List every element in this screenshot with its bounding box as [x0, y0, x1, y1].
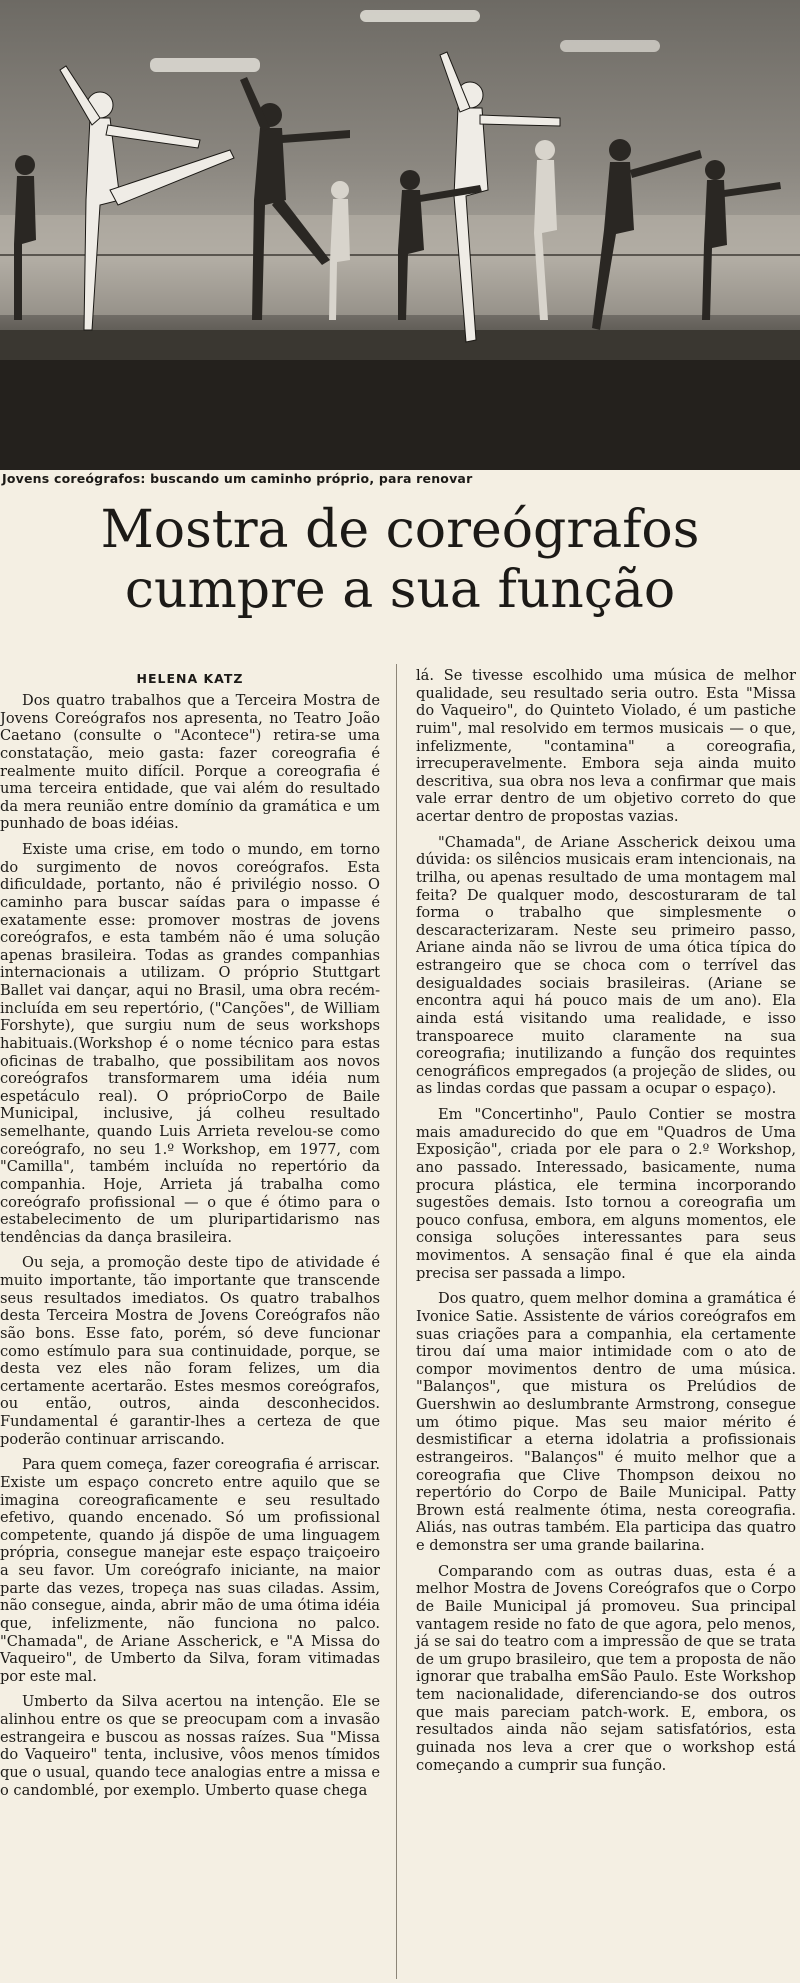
- column-divider: [396, 664, 397, 1979]
- article-column-right: [416, 667, 796, 1782]
- headline-line-2: cumpre a sua função: [124, 560, 676, 620]
- paragraph: Umberto da Silva acertou na intenção. Ele se alinhou entre os que se preocupam com a invasão estrangeira e buscou as nossas raízes. Sua "Missa do Vaqueiro" tenta, inclusive, vôos menos tímidos que o usual, quando tece analogias entre a missa e o candomblé, por exemplo. Umberto quase chega: [0, 1693, 380, 1799]
- dancers-illustration: [0, 0, 800, 470]
- paragraph: Dos quatro, quem melhor domina a gramática é Ivonice Satie. Assistente de vários coreógrafos em suas criações para a companhia, ela certamente tirou daí uma maior intimidade com o ato de compor movimentos dentro de uma música. "Balanços", que mistura os Prelúdios de Guershwin ao deslumbrante Armstrong, consegue um ótimo pique. Mas seu maior mérito é desmistificar a eterna idolatria a profissionais estrangeiros. "Balanços" é muito melhor que a coreografia que Clive Thompson deixou no repertório do Corpo de Baile Municipal. Patty Brown está realmente ótima, nesta coreografia. Aliás, nas outras também. Ela participa das quatro e demonstra ser uma grande bailarina.: [416, 1290, 796, 1554]
- paragraph: "Chamada", de Ariane Asscherick deixou uma dúvida: os silêncios musicais eram intencionais, na trilha, ou apenas resultado de uma montagem mal feita? De qualquer modo, descosturaram de tal forma o trabalho que simplesmente o descaracterizaram. Neste seu primeiro passo, Ariane ainda não se livrou de uma ótica típica do estrangeiro que se choca com o terrível das desigualdades sociais brasileiras. (Ariane se encontra aqui há pouco mais de um ano). Ela ainda está visitando uma realidade, e isso transpoarece muito claramente na sua coreografia; inutilizando a função dos requintes cenográficos empregados (a projeção de slides, ou as lindas cordas que passam a ocupar o espaço).: [416, 833, 796, 1098]
- paragraph: Ou seja, a promoção deste tipo de atividade é muito importante, tão importante que transcende seus resultados imediatos. Os quatro trabalhos desta Terceira Mostra de Jovens Coreógrafos não são bons. Esse fato, porém, só deve funcionar como estímulo para sua continuidade, porque, se desta vez eles não foram felizes, um dia certamente acertarão. Estes mesmos coreógrafos, ou então, outros, ainda desconhecidos. Fundamental é garantir-lhes a certeza de que poderão continuar arriscando.: [0, 1254, 380, 1448]
- paragraph: Para quem começa, fazer coreografia é arriscar. Existe um espaço concreto entre aquilo que se imagina coreograficamente e seu resultado efetivo, quando encenado. Só um profissional competente, quando já dispõe de uma linguagem própria, consegue manejar este espaço traiçoeiro a seu favor. Um coreógrafo iniciante, na maior parte das vezes, tropeça nas suas ciladas. Assim, não consegue, ainda, abrir mão de uma ótima idéia que, infelizmente, não funciona no palco. "Chamada", de Ariane Asscherick, e "A Missa do Vaqueiro", de Umberto da Silva, foram vitimadas por este mal.: [0, 1456, 380, 1685]
- paragraph: Comparando com as outras duas, esta é a melhor Mostra de Jovens Coreógrafos que o Corpo de Baile Municipal já promoveu. Sua principal vantagem reside no fato de que agora, pelo menos, já se sai do teatro com a impressão de que se trata de um grupo brasileiro, que tem a proposta de não ignorar que trabalha emSão Paulo. Este Workshop tem nacionalidade, diferenciando-se dos outros que mais pareciam patch-work. E, embora, os resultados ainda não sejam satisfatórios, esta guinada nos leva a crer que o workshop está começando a cumprir sua função.: [416, 1562, 796, 1774]
- headline-line-1: Mostra de coreógrafos: [100, 500, 700, 560]
- paragraph: Em "Concertinho", Paulo Contier se mostra mais amadurecido do que em "Quadros de Uma Exposição", criada por ele para o 2.º Workshop, ano passado. Interessado, basicamente, numa procura plástica, ele termina incorporando sugestões demais. Isto tornou a coreografia um pouco confusa, embora, em alguns momentos, ele consiga soluções interessantes para seus movimentos. A sensação final é que ela ainda precisa ser passada a limpo.: [416, 1106, 796, 1282]
- paragraph: Dos quatro trabalhos que a Terceira Mostra de Jovens Coreógrafos nos apresenta, no Teatro João Caetano (consulte o "Acontece") retira-se uma constatação, meio gasta: fazer coreografia é realmente muito difícil. Porque a coreografia é uma terceira entidade, que vai além do resultado da mera reunião entre domínio da gramática e um punhado de boas idéias.: [0, 692, 380, 833]
- byline: HELENA KATZ: [136, 671, 244, 686]
- paragraph: Existe uma crise, em todo o mundo, em torno do surgimento de novos coreógrafos. Esta dificuldade, portanto, não é privilégio nosso. O caminho para buscar saídas para o impasse é exatamente esse: promover mostras de jovens coreógrafos, e esta também não é uma solução apenas brasileira. Todas as grandes companhias internacionais a utilizam. O próprio Stuttgart Ballet vai dançar, aqui no Brasil, uma obra recém-incluída em seu repertório, ("Canções", de William Forshyte), que surgiu num de seus workshops habituais.(Workshop é o nome técnico para estas oficinas de trabalho, que possibilitam aos novos coreógrafos transformarem uma idéia num espetáculo real). O próprioCorpo de Baile Municipal, inclusive, já colheu resultado semelhante, quando Luis Arrieta revelou-se como coreógrafo, no seu 1.º Workshop, em 1977, com "Camilla", também incluída no repertório da companhia. Hoje, Arrieta já trabalha como coreógrafo profissional — o que é ótimo para o estabelecimento de um pluripartidarismo nas tendências da dança brasileira.: [0, 841, 380, 1246]
- article-headline: [0, 500, 800, 620]
- article-column-left: [0, 670, 380, 1807]
- photo-caption: Jovens coreógrafos: buscando um caminho próprio, para renovar: [2, 471, 473, 486]
- dancers-photo: [0, 0, 800, 470]
- paragraph: lá. Se tivesse escolhido uma música de melhor qualidade, seu resultado seria outro. Esta "Missa do Vaqueiro", do Quinteto Violado, é um pastiche ruim", mal resolvido em termos musicais — o que, infelizmente, "contamina" a coreografia, irrecuperavelmente. Embora seja ainda muito descritiva, sua obra nos leva a confirmar que mais vale errar dentro de um objetivo correto do que acertar dentro de propostas vazias.: [416, 667, 796, 825]
